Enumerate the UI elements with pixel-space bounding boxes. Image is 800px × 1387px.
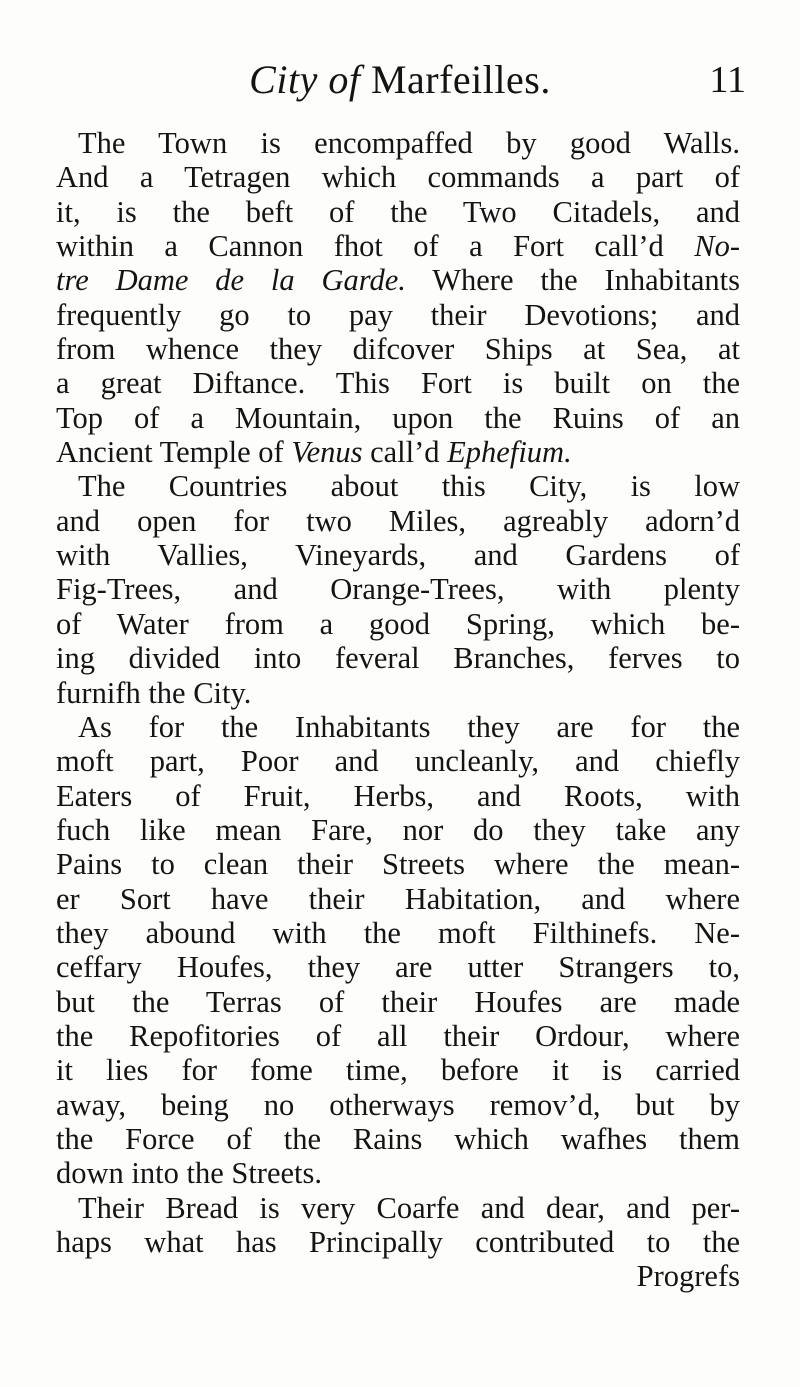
text-line [56,1088,740,1122]
text-line [56,401,740,435]
text-line [56,160,740,194]
roman-text: it, is the beft of the Two Citadels, and [56,194,740,229]
roman-text: Their Bread is very Coarfe and dear, and per- [78,1190,740,1225]
text-line [56,298,740,332]
text-line [56,744,740,778]
text-line [56,950,740,984]
text-line [56,435,740,469]
roman-text: they abound with the moft Filthinefs. Ne- [56,915,740,950]
roman-text: As for the Inhabitants they are for the [78,709,740,744]
roman-text: Fig-Trees, and Orange-Trees, with plenty [56,572,740,607]
text-line [56,882,740,916]
roman-text: Pains to clean their Streets where the mean- [56,847,740,882]
text-line [56,916,740,950]
roman-text: down into the Streets. [56,1156,322,1191]
running-head [0,52,800,108]
text-line [56,1225,740,1259]
roman-text: from whence they difcover Ships at Sea, at [56,332,740,367]
roman-text: with Vallies, Vineyards, and Gardens of [56,538,740,573]
text-line [56,1156,740,1190]
text-line [56,572,740,606]
roman-text: away, being no otherways remov’d, but by [56,1087,740,1122]
roman-text: and open for two Miles, agreably adorn’d [56,503,740,538]
roman-text: the Repofitories of all their Ordour, where [56,1018,740,1053]
text-line [56,676,740,710]
roman-text: The Town is encompaffed by good Walls. [78,126,740,160]
roman-text: ceffary Houfes, they are utter Strangers to, [56,950,740,985]
roman-text: within a Cannon fhot of a Fort call’d [56,229,695,264]
roman-text: of Water from a good Spring, which be- [56,606,740,641]
roman-text: the Force of the Rains which wafhes them [56,1121,740,1156]
text-line [56,985,740,1019]
text-line [56,366,740,400]
text-line [56,710,740,744]
italic-text: tre Dame de la Garde. [56,263,406,298]
roman-text: Eaters of Fruit, Herbs, and Roots, with [56,778,740,813]
roman-text: but the Terras of their Houfes are made [56,984,740,1019]
roman-text: call’d [362,435,448,470]
page-number: 11 [709,59,746,101]
roman-text: it lies for fome time, before it is carried [56,1053,740,1088]
text-line [56,1191,740,1225]
roman-text: Progrefs [636,1259,740,1294]
roman-text: And a Tetragen which commands a part of [56,160,740,195]
text-line [56,263,740,297]
roman-text: The Countries about this City, is low [78,469,740,504]
italic-text: No- [694,229,740,264]
roman-text: haps what has Principally contributed to the [56,1225,740,1259]
text-line [56,1019,740,1053]
text-line [56,607,740,641]
text-line [56,847,740,881]
running-title [0,52,800,108]
text-line [56,195,740,229]
running-title-italic: City of [249,57,361,102]
italic-text: Venus [291,435,363,470]
text-line [56,229,740,263]
roman-text: moft part, Poor and uncleanly, and chiefly [56,744,740,779]
roman-text: furnifh the City. [56,675,252,710]
roman-text: er Sort have their Habitation, and where [56,881,740,916]
text-line [56,779,740,813]
text-line [56,1259,740,1293]
roman-text: ing divided into feveral Branches, ferves to [56,641,740,676]
roman-text: Ancient Temple of [56,435,292,470]
text-line [56,813,740,847]
body-text [56,126,740,1294]
italic-text: Ephefium. [447,435,572,470]
roman-text: Where the Inhabitants [405,263,740,298]
text-line [56,504,740,538]
running-title-roman: Marfeilles. [370,57,551,102]
text-line [56,538,740,572]
text-line [56,332,740,366]
text-line [56,641,740,675]
text-line [56,1053,740,1087]
text-line [56,1122,740,1156]
text-line [56,469,740,503]
text-line [56,126,740,160]
roman-text: Top of a Mountain, upon the Ruins of an [56,400,740,435]
roman-text: frequently go to pay their Devotions; and [56,297,740,332]
roman-text: a great Diftance. This Fort is built on the [56,366,740,401]
roman-text: fuch like mean Fare, nor do they take any [56,812,740,847]
